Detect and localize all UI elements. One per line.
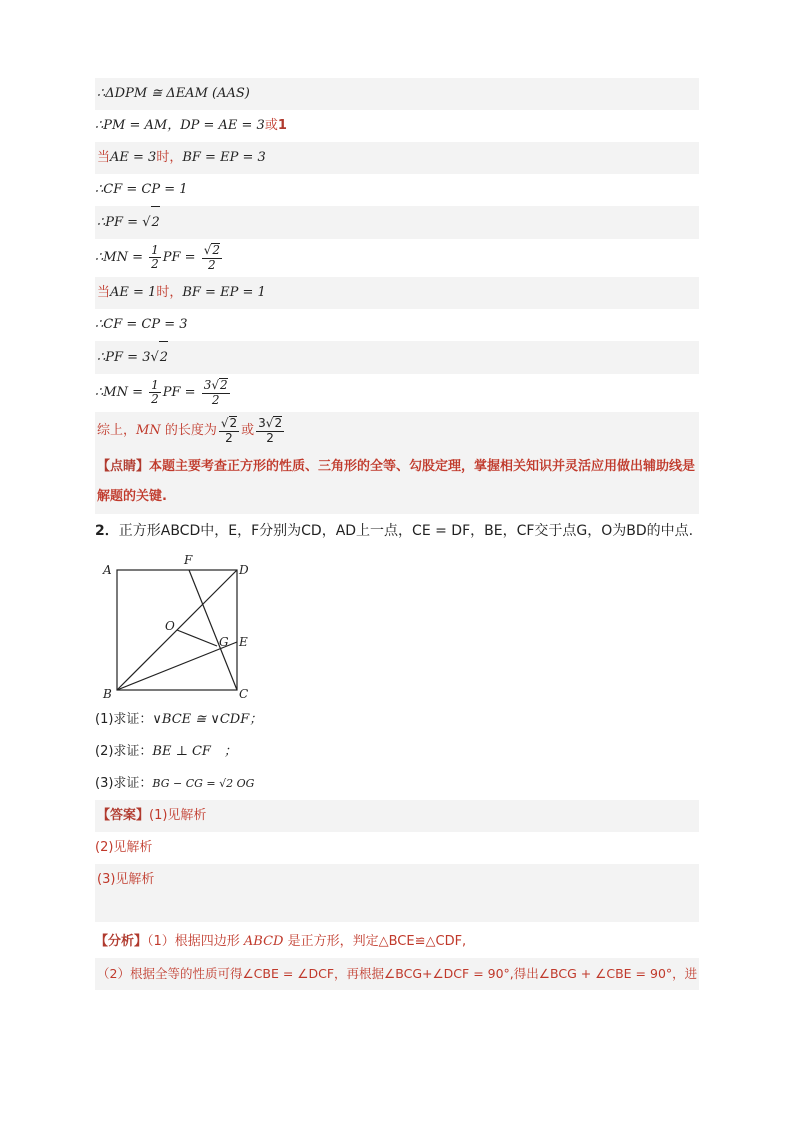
therefore-symbol: ∴	[95, 118, 104, 133]
solution-line-3	[95, 142, 699, 174]
solution-line-2	[95, 110, 699, 142]
sqrt-radicand: 2	[159, 341, 168, 374]
part-math: ∨BCE ≅ ∨CDF；	[152, 712, 263, 727]
math-expression: MN =	[103, 385, 148, 400]
part-math: BE ⊥ CF ；	[152, 744, 237, 759]
part-label: (2)求证：	[95, 744, 153, 759]
math-expression-mid: PF =	[162, 385, 200, 400]
square-diagram	[97, 550, 257, 700]
fraction-numerator: 1	[151, 377, 159, 392]
answer-line-3	[95, 864, 699, 896]
solution-line-8	[95, 309, 699, 341]
therefore-symbol: ∴	[95, 385, 104, 400]
math-expression: PF = 3	[105, 350, 151, 365]
label-o: O	[165, 619, 175, 633]
fraction-one-half	[149, 244, 161, 271]
math-expression: AE = 3	[110, 150, 157, 165]
math-expression: ΔDPM ≅ ΔEAM (AAS)	[105, 86, 250, 101]
part-label: (1)求证：	[95, 712, 153, 727]
analysis-text: （2）根据全等的性质可得∠CBE = ∠DCF，再根据∠BCG+∠DCF = 90°,得出∠BCG + ∠CBE = 90°，进	[97, 966, 698, 981]
fraction-denominator: 2	[211, 392, 220, 407]
answer-line-1	[95, 800, 699, 832]
therefore-symbol: ∴	[95, 317, 104, 332]
when-text: 当	[97, 285, 111, 300]
answer-item: (1)见解析	[149, 808, 207, 823]
solution-line-4	[95, 174, 699, 206]
comment-text: 本题主要考查正方形的性质、三角形的全等、勾股定理，掌握相关知识并灵活应用做出辅助线是解题的关键.	[97, 459, 696, 504]
fraction-numerator: 1	[151, 242, 159, 257]
question-text: 正方形ABCD中，E，F分别为CD，AD上一点，CE = DF，BE，CF交于点G，O为BD的中点.	[118, 523, 694, 539]
therefore-symbol: ∴	[97, 350, 106, 365]
solution-line-5: ∴PF = √2	[95, 206, 699, 239]
analysis-line-1	[95, 926, 699, 958]
label-a: A	[103, 563, 112, 577]
therefore-symbol: ∴	[95, 182, 104, 197]
fraction-sqrt2-over-2: $\frac{√2}{2}$	[203, 243, 220, 272]
label-d: D	[239, 563, 249, 577]
or-text: 或	[241, 423, 255, 438]
conclusion-line	[95, 412, 699, 450]
fraction-coefficient: 3	[203, 378, 212, 393]
answer-tag: 【答案】	[97, 808, 150, 823]
comment-tag: 【点睛】	[97, 459, 150, 474]
blank-spacer	[95, 896, 699, 922]
math-expression-2: BF = EP = 3	[182, 150, 266, 165]
or-text: 或	[264, 118, 278, 133]
value-text: 1	[277, 118, 287, 133]
answer-item: (3)见解析	[97, 872, 155, 887]
conclusion-fraction-2: $\frac{3√2}{2}$	[258, 416, 283, 445]
fraction-numerator: 2	[212, 243, 220, 258]
solution-line-9: ∴PF = 3√2	[95, 341, 699, 374]
fraction-denominator: 2	[225, 430, 233, 445]
fraction-one-half	[149, 379, 161, 406]
part-3	[95, 768, 699, 800]
conclusion-fraction-1: $\frac{√2}{2}$	[220, 416, 238, 445]
segment-cf	[189, 570, 237, 690]
fraction-numerator: 2	[229, 416, 238, 431]
solution-line-6	[95, 239, 699, 277]
math-expression: CF = CP = 1	[103, 182, 188, 197]
fraction-numerator: 2	[274, 416, 283, 431]
label-f: F	[184, 553, 193, 567]
solution-line-10	[95, 374, 699, 412]
part-2	[95, 736, 699, 768]
conclusion-variable: MN	[136, 423, 161, 438]
question-number: 2．	[95, 523, 119, 539]
part-math: BG − CG = √2 OG	[152, 777, 255, 790]
solution-line-1	[95, 78, 699, 110]
when-suffix-text: 时，	[156, 150, 183, 165]
comment-block	[95, 450, 699, 514]
fraction-denominator: 2	[266, 430, 274, 445]
math-expression-2: BF = EP = 1	[182, 285, 266, 300]
analysis-text: （1）根据四边形	[147, 934, 244, 949]
label-b: B	[103, 687, 112, 700]
conclusion-mid-text: 的长度为	[160, 423, 217, 438]
math-expression: AE = 1	[110, 285, 157, 300]
when-text: 当	[97, 150, 111, 165]
fraction-numerator: 2	[220, 378, 228, 393]
fraction-denominator: 2	[151, 257, 159, 271]
conclusion-prefix: 综上，	[97, 423, 137, 438]
analysis-line-2	[95, 958, 699, 990]
label-g: G	[219, 635, 229, 649]
segment-og	[177, 630, 217, 646]
math-expression: PM = AM，DP = AE = 3	[103, 118, 265, 133]
geometry-figure	[97, 550, 257, 700]
math-expression-mid: PF =	[162, 250, 200, 265]
analysis-text: 是正方形，判定△BCE≌△CDF,	[283, 934, 467, 949]
solution-line-7	[95, 277, 699, 309]
analysis-tag: 【分析】	[95, 934, 148, 949]
label-e: E	[239, 635, 248, 649]
answer-line-2	[95, 832, 699, 864]
fraction-denominator: 2	[208, 257, 216, 272]
segment-be	[117, 642, 237, 690]
when-suffix-text: 时，	[156, 285, 183, 300]
sqrt-radicand: 2	[151, 206, 160, 239]
document-page	[95, 78, 699, 990]
fraction-coefficient: 3	[258, 416, 266, 431]
therefore-symbol: ∴	[95, 250, 104, 265]
therefore-symbol: ∴	[97, 86, 106, 101]
math-expression: MN =	[103, 250, 148, 265]
math-expression: CF = CP = 3	[103, 317, 188, 332]
label-c: C	[239, 687, 249, 700]
fraction-denominator: 2	[151, 392, 159, 406]
fraction-3sqrt2-over-2: $\frac{3√2}{2}$	[203, 378, 228, 407]
therefore-symbol: ∴	[97, 215, 106, 230]
answer-item: (2)见解析	[95, 840, 153, 855]
analysis-variable: ABCD	[243, 934, 284, 949]
part-1	[95, 704, 699, 736]
part-label: (3)求证：	[95, 776, 153, 791]
math-expression: PF =	[105, 215, 143, 230]
question-2	[95, 514, 699, 546]
